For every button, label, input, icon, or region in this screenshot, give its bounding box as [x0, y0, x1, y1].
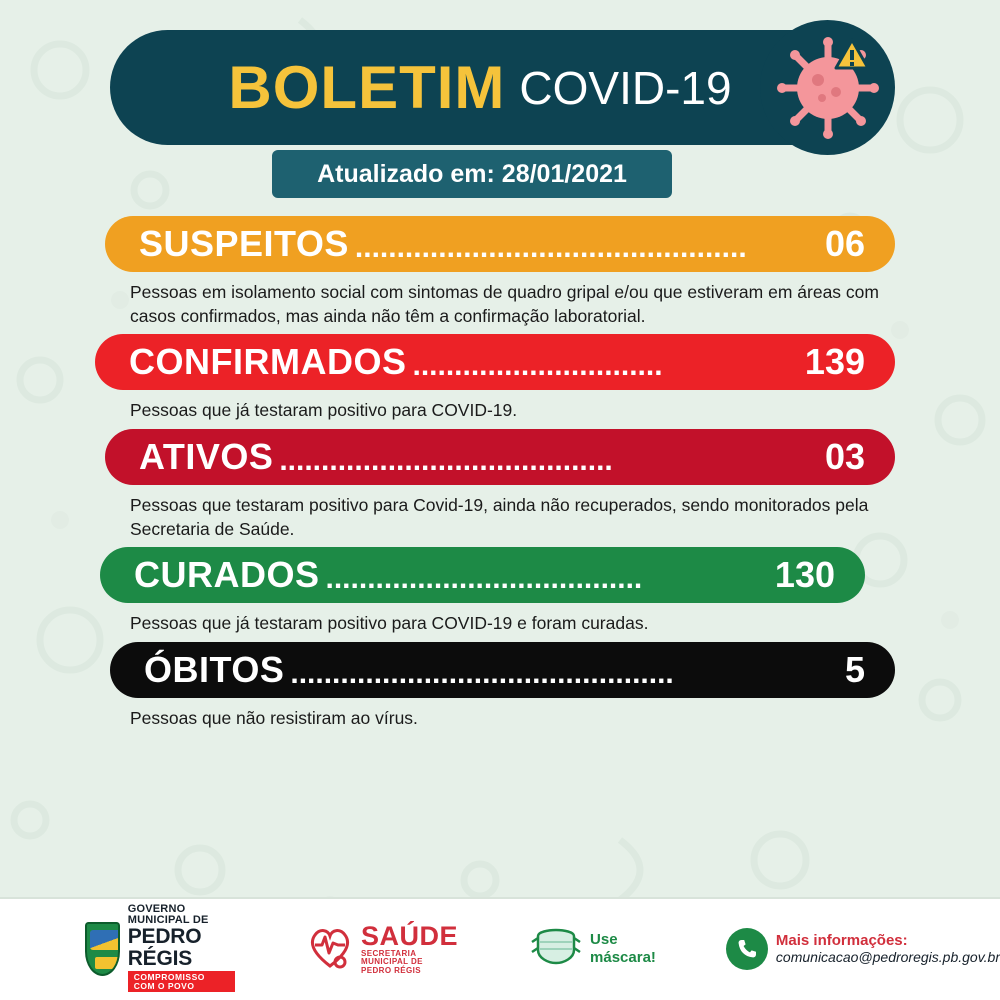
- footer: [0, 897, 1000, 1000]
- stat-dots-curados: ......................................: [325, 562, 643, 596]
- stat-value-ativos: 03: [824, 435, 865, 477]
- page-title: BOLETIM: [228, 53, 506, 121]
- footer-divider: [0, 897, 1000, 899]
- stat-dots-suspeitos: ...............................................: [354, 231, 747, 264]
- stat-label-ativos: ATIVOS: [139, 435, 274, 477]
- stat-block-obitos: [0, 642, 1000, 731]
- stat-block-suspeitos: [0, 216, 1000, 328]
- stat-label-curados: CURADOS: [134, 554, 320, 596]
- page-subtitle: COVID-19: [519, 61, 732, 114]
- contact-line1: Mais informações:: [775, 932, 908, 949]
- stats-list: [0, 216, 1000, 730]
- stat-label-suspeitos: SUSPEITOS: [139, 223, 349, 264]
- face-mask-icon: [530, 924, 582, 973]
- stat-description-curados: Pessoas que já testaram positivo para COVID-19 e foram curadas.: [130, 613, 649, 634]
- mask-line1: Use: [590, 930, 618, 948]
- stat-value-curados: 130: [774, 554, 835, 596]
- health-line3: PEDRO RÉGIS: [361, 965, 421, 975]
- stat-label-obitos: ÓBITOS: [144, 648, 285, 690]
- stat-dots-obitos: ..............................................: [290, 656, 674, 690]
- stat-pill-suspeitos: [105, 216, 895, 272]
- stat-value-confirmados: 139: [804, 341, 865, 383]
- stat-description-confirmados: Pessoas que já testaram positivo para COVID-19.: [130, 400, 518, 421]
- stat-block-ativos: [0, 429, 1000, 541]
- footer-health-logo: [307, 921, 458, 976]
- heart-stethoscope-icon: [307, 921, 353, 976]
- government-line2: PEDRO RÉGIS: [127, 925, 202, 970]
- footer-government-logo: [85, 904, 235, 993]
- stat-dots-ativos: ........................................: [279, 443, 613, 477]
- stat-description-suspeitos: Pessoas em isolamento social com sintomas de quadro gripal e/ou que estiveram em áreas com casos confirmados, mas ainda não têm a confirmação laboratorial.: [130, 282, 879, 326]
- stat-description-obitos: Pessoas que não resistiram ao vírus.: [130, 707, 418, 728]
- stat-block-curados: [0, 547, 1000, 636]
- last-updated-banner: Atualizado em: 28/01/2021: [272, 150, 672, 198]
- stat-pill-ativos: [105, 429, 895, 485]
- stat-block-confirmados: [0, 334, 1000, 423]
- health-line2: SECRETARIA MUNICIPAL DE: [361, 949, 423, 967]
- government-line3: COMPROMISSO COM O POVO: [128, 971, 235, 992]
- stat-pill-confirmados: [95, 334, 895, 390]
- stat-pill-curados: [100, 547, 865, 603]
- shield-crest-icon: [85, 922, 120, 976]
- mask-line2: máscara!: [590, 948, 656, 966]
- stat-pill-obitos: [110, 642, 895, 698]
- stat-description-ativos: Pessoas que testaram positivo para Covid-19, ainda não recuperados, sendo monitorados pela Secretaria de Saúde.: [130, 494, 869, 539]
- stat-value-obitos: 5: [844, 648, 865, 690]
- stat-label-confirmados: CONFIRMADOS: [129, 341, 407, 383]
- header: [0, 0, 1000, 210]
- government-line1: GOVERNO MUNICIPAL DE: [127, 902, 209, 927]
- stat-dots-confirmados: ..............................: [412, 349, 663, 383]
- coronavirus-warning-icon: [760, 20, 895, 155]
- contact-email: comunicacao@pedroregis.pb.gov.br: [775, 949, 1000, 965]
- health-line1: SAÚDE: [361, 920, 459, 951]
- footer-contact: [726, 928, 1000, 970]
- phone-icon: [726, 928, 768, 970]
- stat-value-suspeitos: 06: [824, 223, 865, 264]
- footer-mask-reminder: [530, 924, 656, 973]
